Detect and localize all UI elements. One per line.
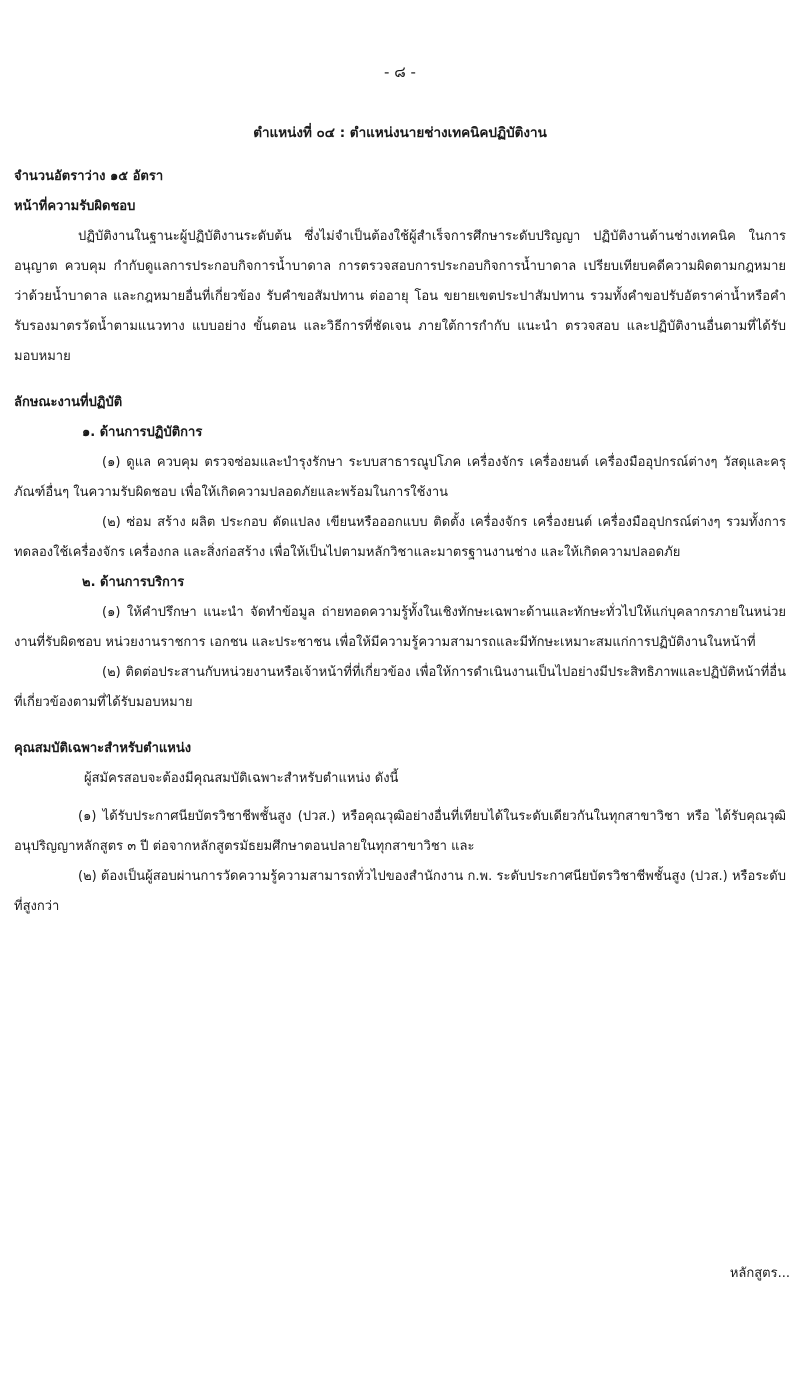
operations-item-2: (๒) ซ่อม สร้าง ผลิต ประกอบ ดัดแปลง เขียนหรือออกแบบ ติดตั้ง เครื่องจักร เครื่องยนต์ เครื่องมืออุปกรณ์ต่างๆ รวมทั้งการทดลองใช้เครื่องจักร เครื่องกล และสิ่งก่อสร้าง เพื่อให้เป็นไปตามหลักวิชาและมาตรฐานงานช่าง และให้เกิดความปลอดภัย — [14, 515, 786, 560]
qualification-item-1: (๑) ได้รับประกาศนียบัตรวิชาชีพชั้นสูง (ปวส.) หรือคุณวุฒิอย่างอื่นที่เทียบได้ในระดับเดียวกันในทุกสาขาวิชา หรือ ได้รับคุณวุฒิอนุปริญญาหลักสูตร ๓ ปี ต่อจากหลักสูตรมัธยมศึกษาตอนปลายในทุกสาขาวิชา และ — [14, 809, 786, 854]
position-title: ตำแหน่งที่ ๐๔ : ตำแหน่งนายช่างเทคนิคปฏิบัติงาน — [253, 125, 547, 141]
duties-paragraph: ปฏิบัติงานในฐานะผู้ปฏิบัติงานระดับต้น ซึ่งไม่จำเป็นต้องใช้ผู้สำเร็จการศึกษาระดับปริญญา ปฏิบัติงานด้านช่างเทคนิค ในการอนุญาต ควบคุม กำกับดูแลการประกอบกิจการน้ำบาดาล การตรวจสอบการประกอบกิจการน้ำบาดาล เปรียบเทียบคดีความผิดตามกฎหมายว่าด้วยน้ำบาดาล และกฎหมายอื่นที่เกี่ยวข้อง รับคำขอสัมปทาน ต่ออายุ โอน ขยายเขตประปาสัมปทาน รวมทั้งคำขอปรับอัตราค่าน้ำหรือคำรับรองมาตรวัดน้ำตามแนวทาง แบบอย่าง ขั้นตอน และวิธีการที่ชัดเจน ภายใต้การกำกับ แนะนำ ตรวจสอบ และปฏิบัติงานอื่นตามที่ได้รับมอบหมาย — [14, 229, 786, 364]
page-number: - ๘ - — [384, 63, 416, 81]
duties-heading: หน้าที่ความรับผิดชอบ — [14, 199, 136, 214]
work-nature-heading: ลักษณะงานที่ปฏิบัติ — [14, 395, 123, 410]
section-operations-title: ๑. ด้านการปฏิบัติการ — [82, 425, 203, 440]
document-body — [14, 118, 786, 922]
qualifications-heading: คุณสมบัติเฉพาะสำหรับตำแหน่ง — [14, 741, 192, 756]
continued-note: หลักสูตร... — [729, 1266, 790, 1281]
qualification-item-2: (๒) ต้องเป็นผู้สอบผ่านการวัดความรู้ความสามารถทั่วไปของสำนักงาน ก.พ. ระดับประกาศนียบัตรวิชาชีพชั้นสูง (ปวส.) หรือระดับที่สูงกว่า — [14, 869, 786, 914]
section-services-title: ๒. ด้านการบริการ — [82, 575, 185, 590]
operations-item-1: (๑) ดูแล ควบคุม ตรวจซ่อมและบำรุงรักษา ระบบสาธารณูปโภค เครื่องจักร เครื่องยนต์ เครื่องมืออุปกรณ์ต่างๆ วัสดุและครุภัณฑ์อื่นๆ ในความรับผิดชอบ เพื่อให้เกิดความปลอดภัยและพร้อมในการใช้งาน — [14, 455, 786, 500]
services-item-2: (๒) ติดต่อประสานกับหน่วยงานหรือเจ้าหน้าที่ที่เกี่ยวข้อง เพื่อให้การดำเนินงานเป็นไปอย่างมีประสิทธิภาพและปฏิบัติหน้าที่อื่นที่เกี่ยวข้องตามที่ได้รับมอบหมาย — [14, 665, 786, 710]
vacancies-line: จำนวนอัตราว่าง ๑๕ อัตรา — [14, 169, 164, 184]
qualifications-intro: ผู้สมัครสอบจะต้องมีคุณสมบัติเฉพาะสำหรับตำแหน่ง ดังนี้ — [84, 771, 399, 786]
services-item-1: (๑) ให้คำปรึกษา แนะนำ จัดทำข้อมูล ถ่ายทอดความรู้ทั้งในเชิงทักษะเฉพาะด้านและทักษะทั่วไปให้แก่บุคลากรภายในหน่วยงานที่รับผิดชอบ หน่วยงานราชการ เอกชน และประชาชน เพื่อให้มีความรู้ความสามารถและมีทักษะเหมาะสมแก่การปฏิบัติงานในหน้าที่ — [14, 605, 786, 650]
